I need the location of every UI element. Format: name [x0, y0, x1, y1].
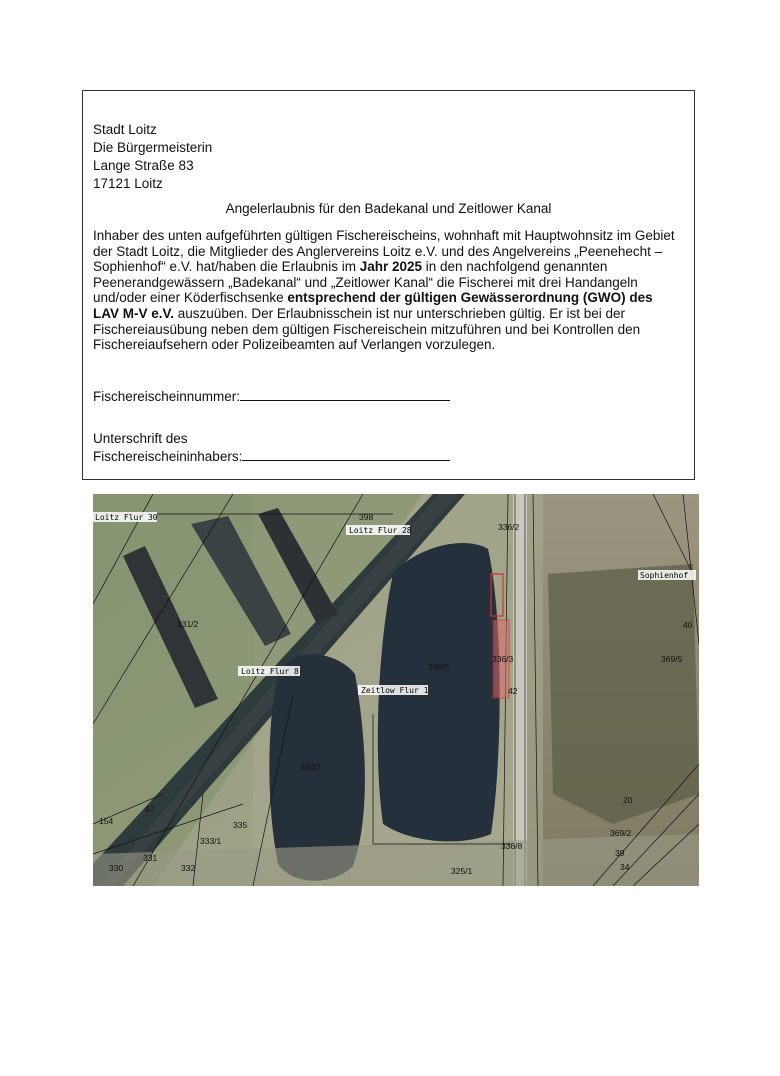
signature-line[interactable] — [242, 447, 450, 461]
signature-field — [93, 431, 450, 465]
address-line: Stadt Loitz — [93, 122, 157, 137]
permit-text-part: in den nachfolgend genannten Peenerandgewässern „Badekanal“ und „Zeitlower Kanal“ die Fischerei mit drei Handangeln und/oder einer Köderfischsenke — [93, 259, 638, 306]
permit-title: Angelerlaubnis für den Badekanal und Zeitlower Kanal — [225, 201, 552, 216]
parcel-number: 47 — [145, 804, 155, 814]
parcel-number: 332 — [181, 863, 196, 873]
parcel-number: 20 — [623, 795, 633, 805]
license-number-line[interactable] — [240, 387, 450, 401]
parcel-number: 330/7 — [300, 762, 322, 772]
parcel-number: 325/1 — [451, 866, 473, 876]
flur-label-loitz-8: Loitz Flur 8 — [241, 667, 299, 676]
flur-label-zeitlow-1: Zeitlow Flur 1 — [361, 686, 429, 695]
flur-label — [346, 525, 412, 535]
parcel-number: 34 — [620, 862, 630, 872]
sender-address — [93, 121, 212, 193]
parcel-number: 336/5 — [428, 662, 450, 672]
parcel-number: 154 — [99, 816, 114, 826]
permit-text-part: auszuüben. Der Erlaubnisschein ist nur unterschrieben gültig. Er ist bei der Fischereiausübung neben dem gültigen Fischereischein mitzuführen und bei Kontrollen den Fischereiaufsehern oder Polizeibeamten auf Verlangen vorzulegen. — [93, 305, 641, 353]
flur-label — [638, 570, 696, 580]
parcel-number: 336/8 — [501, 841, 523, 851]
signature-label-line1: Unterschrift des — [93, 431, 188, 446]
flur-label — [358, 685, 429, 695]
address-line: Lange Straße 83 — [93, 158, 194, 173]
flur-label — [238, 666, 300, 676]
forest-dense — [548, 564, 699, 824]
aerial-map — [93, 494, 699, 886]
parcel-number: 330 — [109, 863, 124, 873]
flur-label-loitz-28: Loitz Flur 28 — [349, 526, 412, 535]
signature-label-line2: Fischereischeininhabers: — [93, 449, 243, 464]
parcel-number: 336/3 — [492, 654, 514, 664]
permit-text — [93, 228, 676, 353]
address-line: Die Bürgermeisterin — [93, 140, 213, 155]
parcel-number: 333/1 — [200, 836, 222, 846]
permit-year: Jahr 2025 — [359, 259, 422, 275]
license-number-field — [93, 387, 450, 405]
permit-box — [82, 90, 695, 480]
parcel-number: 335 — [233, 820, 248, 830]
permit-gwo-reference: entsprechend der gültigen Gewässerordnung (GWO) des LAV M-V e.V. — [93, 290, 653, 321]
parcel-number: 398 — [359, 512, 374, 522]
parcel-number: 42 — [508, 686, 518, 696]
parcel-number: 369/2 — [610, 828, 632, 838]
address-line: 17121 Loitz — [93, 176, 163, 191]
flur-label-loitz-30: Loitz Flur 30 — [95, 513, 158, 522]
flur-label — [93, 512, 158, 522]
license-number-label: Fischereischeinnummer: — [93, 389, 241, 404]
parcel-number: 331 — [143, 853, 158, 863]
parcel-number: 369/5 — [661, 654, 683, 664]
parcel-number: 131/2 — [177, 619, 199, 629]
parcel-number: 40 — [683, 620, 693, 630]
permit-text-part: Inhaber des unten aufgeführten gültigen Fischereischeins, wohnhaft mit Hauptwohnsitz im Gebiet der Stadt Loitz, die Mitglieder des Anglervereins Loitz e.V. und des Angelvereins „Peenehecht – Sophienhof“ e.V. hat/haben die Erlaubnis im — [93, 228, 675, 275]
parcel-number: 336/2 — [498, 522, 520, 532]
parcel-number: 39 — [615, 848, 625, 858]
flur-label-sophienhof: Sophienhof — [640, 571, 689, 580]
